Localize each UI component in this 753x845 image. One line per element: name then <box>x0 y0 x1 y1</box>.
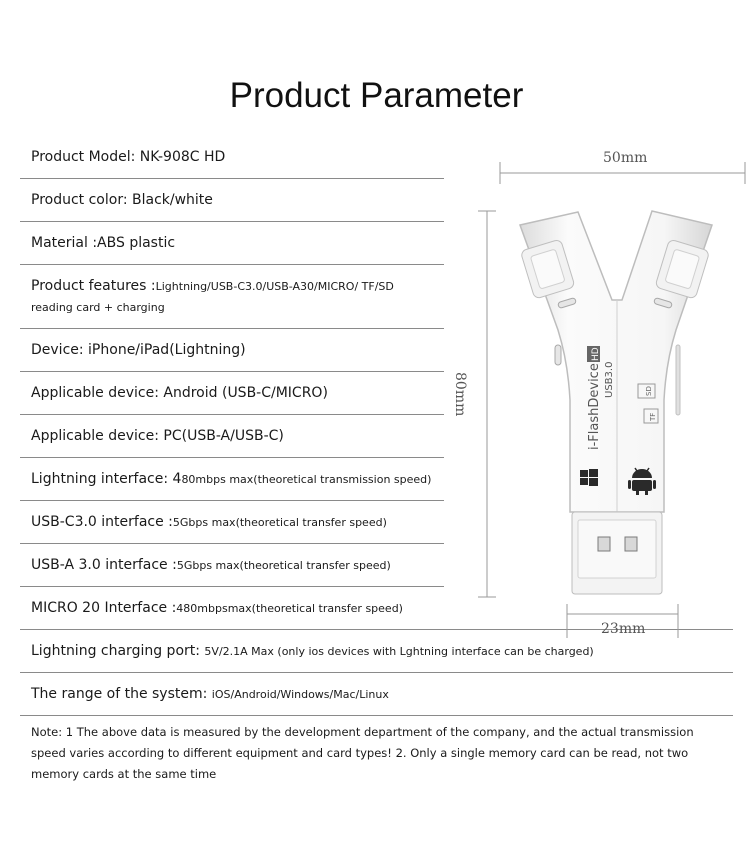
parameter-value: iOS/Android/Windows/Mac/Linux <box>211 688 389 701</box>
parameter-label: Product color: Black/white <box>31 192 213 208</box>
note-text: Note: 1 The above data is measured by the development department of the company, and the actual transmission speed varies according to different equipment and card types! 2. Only a single memory card can be read, not two memory cards at the same time <box>31 725 694 781</box>
parameter-value: 80mbps max(theoretical transmission speed) <box>181 473 432 486</box>
parameter-label: Lightning interface: 4 <box>31 471 182 487</box>
parameter-label: USB-A 3.0 interface : <box>31 557 177 573</box>
parameter-label: Applicable device: PC(USB-A/USB-C) <box>31 428 284 444</box>
width-dimension: 50mm <box>603 150 648 166</box>
parameter-value: 5Gbps max(theoretical transfer speed) <box>176 559 391 572</box>
parameter-label: MICRO 20 Interface : <box>31 600 177 616</box>
parameter-value-continued: reading card + charging <box>31 301 165 314</box>
parameter-label: The range of the system: <box>31 686 212 702</box>
plug-width-dimension: 23mm <box>601 621 646 637</box>
parameter-label: Applicable device: Android (USB-C/MICRO) <box>31 385 328 401</box>
usb-label: USB3.0 <box>604 361 615 398</box>
parameter-value: 480mbpsmax(theoretical transfer speed) <box>176 602 403 615</box>
parameter-label: Device: iPhone/iPad(Lightning) <box>31 342 246 358</box>
parameter-label: Lightning charging port: <box>31 643 205 659</box>
parameter-label: Product features : <box>31 278 156 294</box>
height-dimension: 80mm <box>452 372 468 417</box>
parameter-value: 5Gbps max(theoretical transfer speed) <box>172 516 387 529</box>
parameter-value: 5V/2.1A Max (only ios devices with Lghtning interface can be charged) <box>204 645 594 658</box>
page-title: Product Parameter <box>229 76 524 115</box>
parameter-label: Material :ABS plastic <box>31 235 176 251</box>
tf-label: TF <box>649 412 657 421</box>
brand-badge: HD <box>591 347 601 361</box>
parameter-label: Product Model: NK-908C HD <box>31 149 226 165</box>
parameter-label: USB-C3.0 interface : <box>31 514 173 530</box>
sd-label: SD <box>645 386 653 396</box>
brand-label: i-FlashDevice <box>587 363 602 450</box>
parameter-value: Lightning/USB-C3.0/USB-A30/MICRO/ TF/SD <box>155 280 394 293</box>
